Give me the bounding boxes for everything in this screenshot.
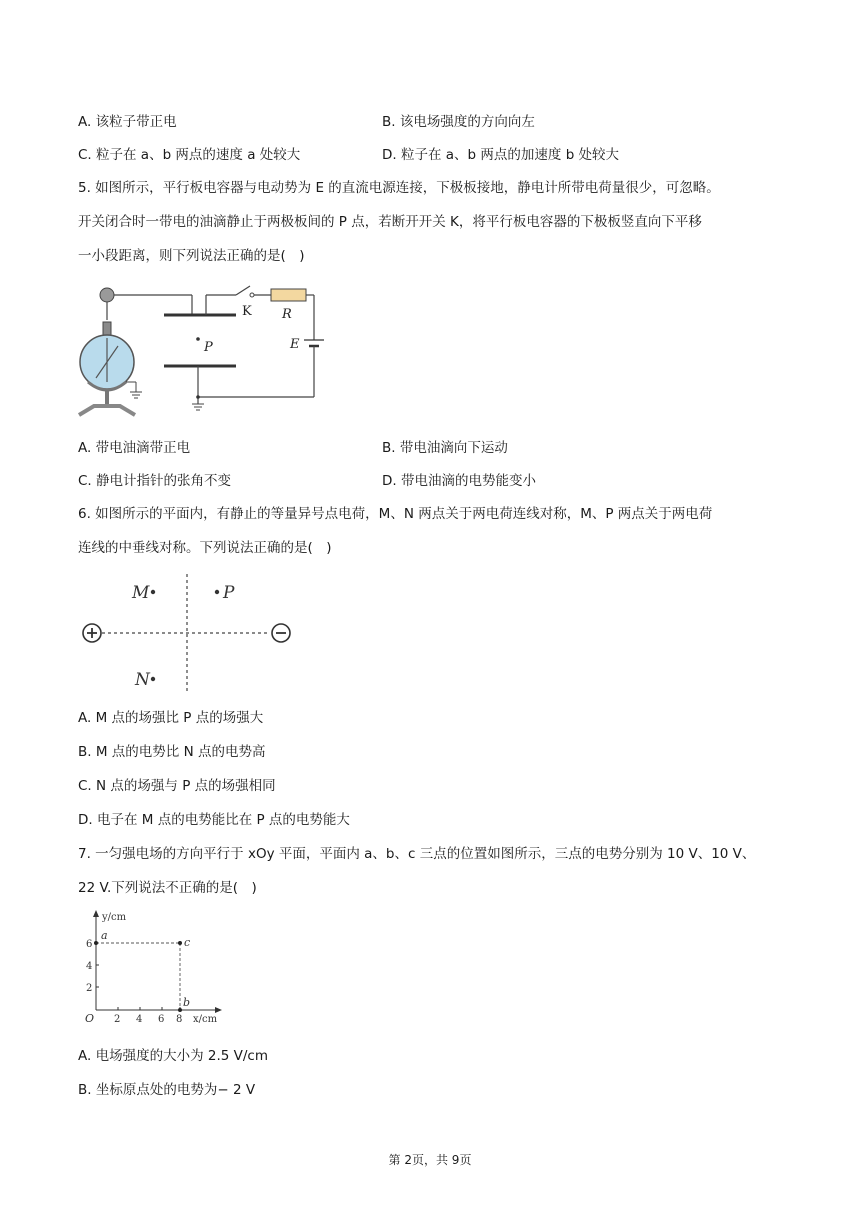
origin-label: O xyxy=(85,1012,95,1025)
x-tick-label: 8 xyxy=(176,1014,183,1025)
y-tick-label: 2 xyxy=(86,983,93,994)
point-p-label: P xyxy=(223,583,235,603)
x-axis-label: x/cm xyxy=(193,1014,218,1025)
x-tick-label: 6 xyxy=(158,1014,165,1025)
q7-option-b: B. 坐标原点处的电势为− 2 V xyxy=(78,1082,256,1098)
q5-option-d: D. 带电油滴的电势能变小 xyxy=(382,473,536,489)
q6-option-c: C. N 点的场强与 P 点的场强相同 xyxy=(78,778,276,794)
q6-option-a: A. M 点的场强比 P 点的场强大 xyxy=(78,710,264,726)
q5-option-a: A. 带电油滴带正电 xyxy=(78,440,191,456)
point-a-label: a xyxy=(101,929,108,942)
q7-option-a: A. 电场强度的大小为 2.5 V/cm xyxy=(78,1048,268,1064)
q7-coordinate-figure xyxy=(80,906,228,1028)
x-tick-label: 4 xyxy=(136,1014,143,1025)
resistor-r-label: R xyxy=(282,307,292,322)
point-b-label: b xyxy=(183,996,191,1009)
y-tick-label: 4 xyxy=(86,961,93,972)
q7-stem-line2: 22 V.下列说法不正确的是( ) xyxy=(78,880,257,896)
q6-option-d: D. 电子在 M 点的电势能比在 P 点的电势能大 xyxy=(78,812,350,828)
q6-stem-line1: 6. 如图所示的平面内，有静止的等量异号点电荷，M、N 两点关于两电荷连线对称，M、P 两点关于两电荷 xyxy=(78,506,713,522)
q5-circuit-figure xyxy=(74,282,324,422)
point-n-label: N xyxy=(135,670,150,690)
y-tick-label: 6 xyxy=(86,939,93,950)
page-footer: 第 2页，共 9页 xyxy=(388,1153,472,1167)
battery-e-label: E xyxy=(290,337,300,352)
q6-stem-line2: 连线的中垂线对称。下列说法正确的是( ) xyxy=(78,540,332,556)
q5-stem-line3: 一小段距离，则下列说法正确的是( ) xyxy=(78,248,305,264)
q4-option-d: D. 粒子在 a、b 两点的加速度 b 处较大 xyxy=(382,147,620,163)
point-c-label: c xyxy=(184,936,191,949)
q5-stem-line1: 5. 如图所示，平行板电容器与电动势为 E 的直流电源连接，下极板接地，静电计所带电荷量很少，可忽略。 xyxy=(78,180,720,196)
q4-option-b: B. 该电场强度的方向向左 xyxy=(382,114,535,130)
q5-option-b: B. 带电油滴向下运动 xyxy=(382,440,508,456)
q5-stem-line2: 开关闭合时一带电的油滴静止于两极板间的 P 点，若断开开关 K，将平行板电容器的下极板竖直向下平移 xyxy=(78,214,702,230)
q6-charges-figure xyxy=(78,572,300,698)
x-tick-label: 2 xyxy=(114,1014,121,1025)
q4-option-c: C. 粒子在 a、b 两点的速度 a 处较大 xyxy=(78,147,301,163)
q5-option-c: C. 静电计指针的张角不变 xyxy=(78,473,232,489)
y-axis-label: y/cm xyxy=(102,912,127,923)
point-m-label: M xyxy=(132,583,150,603)
point-p-label: P xyxy=(204,340,213,355)
q4-option-a: A. 该粒子带正电 xyxy=(78,114,177,130)
q7-stem-line1: 7. 一匀强电场的方向平行于 xOy 平面，平面内 a、b、c 三点的位置如图所示，三点的电势分别为 10 V、10 V、 xyxy=(78,846,756,862)
q6-option-b: B. M 点的电势比 N 点的电势高 xyxy=(78,744,266,760)
switch-k-label: K xyxy=(242,304,252,319)
